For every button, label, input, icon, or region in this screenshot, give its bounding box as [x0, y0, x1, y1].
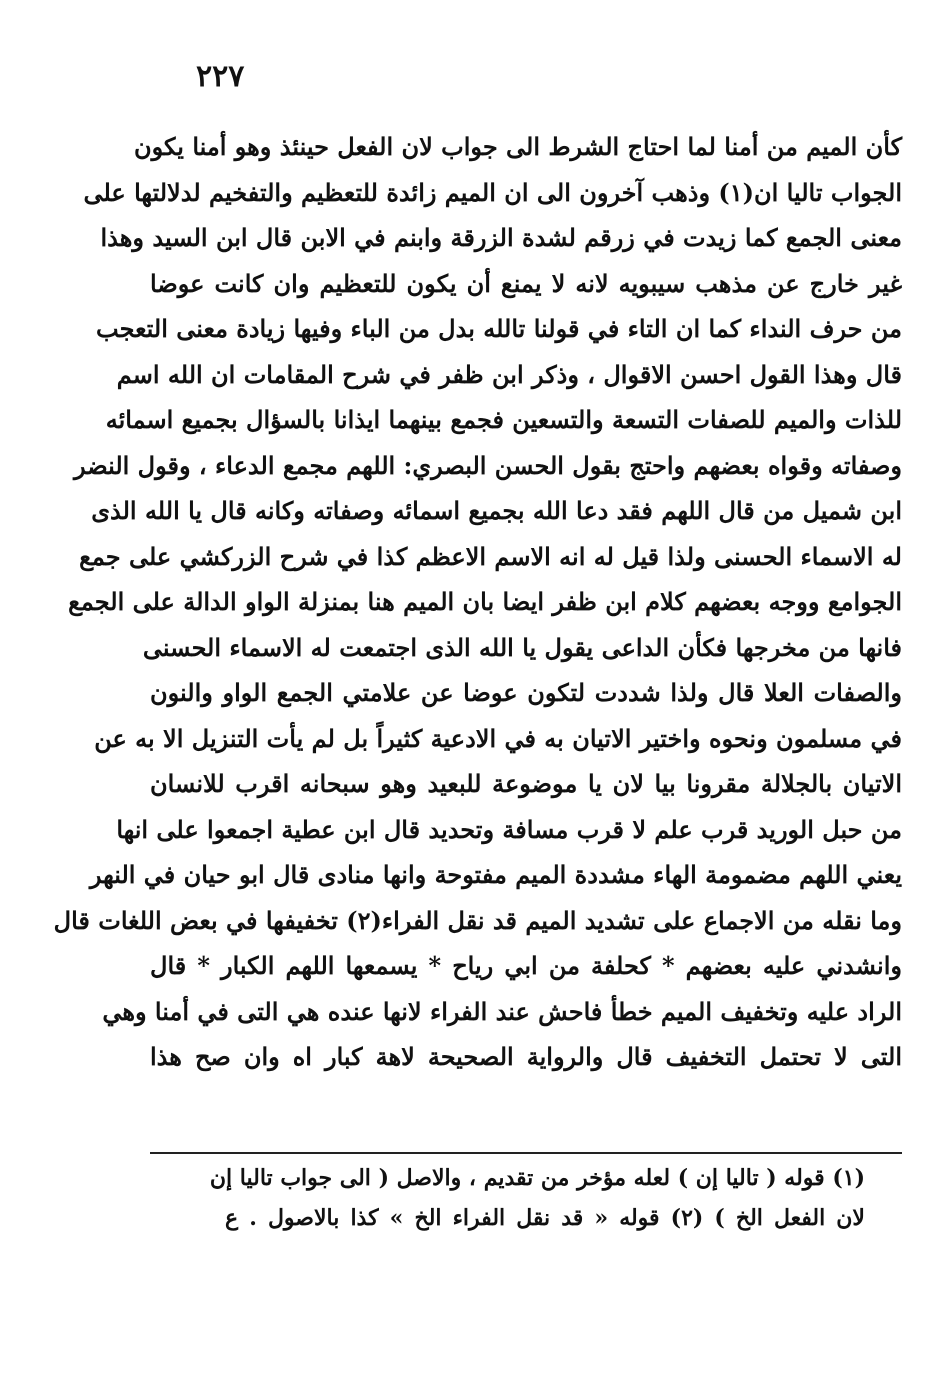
- text-line: وانشدني عليه بعضهم * كحلفة من ابي رياح * يسمعها اللهم الكبار * قال: [150, 951, 902, 980]
- text-line: التى لا تحتمل التخفيف قال والرواية الصحيحة لاهة كبار اه وان صح هذا: [150, 1042, 902, 1071]
- text-line: الجوامع ووجه بعضهم كلام ابن ظفر ايضا بان الميم هنا بمنزلة الواو الدالة على الجمع: [68, 587, 902, 616]
- footnotes-block: [209, 1158, 865, 1238]
- footnote-line: (١) قوله ( تاليا إن ) لعله مؤخر من تقديم ، والاصل ( الى جواب تاليا إن: [209, 1165, 865, 1191]
- text-line: الجواب تاليا ان(١) وذهب آخرون الى ان الميم زائدة للتعظيم والتفخيم لدلالتها على: [83, 177, 902, 207]
- text-line: للذات والميم للصفات التسعة والتسعين فجمع بينهما ايذانا بالسؤال بجميع اسمائه: [105, 405, 902, 434]
- text-line: الراد عليه وتخفيف الميم خطأ فاحش عند الفراء لانها عنده هي التى في أمنا وهي: [102, 996, 902, 1026]
- text-line: ابن شميل من قال اللهم فقد دعا الله بجميع اسمائه وصفاته وكانه قال يا الله الذى: [91, 496, 902, 525]
- text-line: فانها من مخرجها فكأن الداعى يقول يا الله الذى اجتمعت له الاسماء الحسنى: [142, 632, 902, 662]
- footnote-line: لان الفعل الخ ) (٢) قوله « قد نقل الفراء الخ » كذا بالاصول . ع: [225, 1205, 865, 1231]
- text-line: غير خارج عن مذهب سيبويه لانه لا يمنع أن يكون للتعظيم وان كانت عوضا: [150, 268, 902, 298]
- text-line: من حرف النداء كما ان التاء في قولنا تالله بدل من الباء وفيها زيادة معنى التعجب: [96, 314, 902, 343]
- text-line: وما نقله من الاجماع على تشديد الميم قد نقل الفراء(٢) تخفيفها في بعض اللغات قال: [53, 905, 902, 935]
- text-line: وصفاته وقواه بعضهم واحتج بقول الحسن البصري: اللهم مجمع الدعاء ، وقول النضر: [74, 450, 902, 480]
- footnote-divider: [150, 1152, 902, 1154]
- text-line: معنى الجمع كما زيدت في زرقم لشدة الزرقة وابنم في الابن قال ابن السيد وهذا: [100, 223, 902, 252]
- page-number: ٢٢٧: [196, 59, 245, 94]
- text-line: في مسلمون ونحوه واختير الاتيان به في الادعية كثيراً بل لم يأت التنزيل الا به عن: [94, 723, 902, 753]
- text-line: له الاسماء الحسنى ولذا قيل له انه الاسم الاعظم كذا في شرح الزركشي على جمع: [79, 541, 902, 571]
- text-line: من حبل الوريد قرب علم لا قرب مسافة وتحديد قال ابن عطية اجمعوا على انها: [116, 814, 902, 844]
- main-text-block: [53, 124, 902, 1080]
- text-line: قال وهذا القول احسن الاقوال ، وذكر ابن ظفر في شرح المقامات ان الله اسم: [116, 359, 902, 389]
- text-line: والصفات العلا قال ولذا شددت لتكون عوضا عن علامتي الجمع الواو والنون: [150, 678, 902, 707]
- text-line: الاتيان بالجلالة مقرونا بيا لان يا موضوعة للبعيد وهو سبحانه اقرب للانسان: [150, 769, 902, 798]
- text-line: يعني اللهم مضمومة الهاء مشددة الميم مفتوحة وانها منادى قال ابو حيان في النهر: [89, 860, 902, 889]
- text-line: كأن الميم من أمنا لما احتاج الشرط الى جواب لان الفعل حينئذ وهو أمنا يكون: [134, 132, 902, 161]
